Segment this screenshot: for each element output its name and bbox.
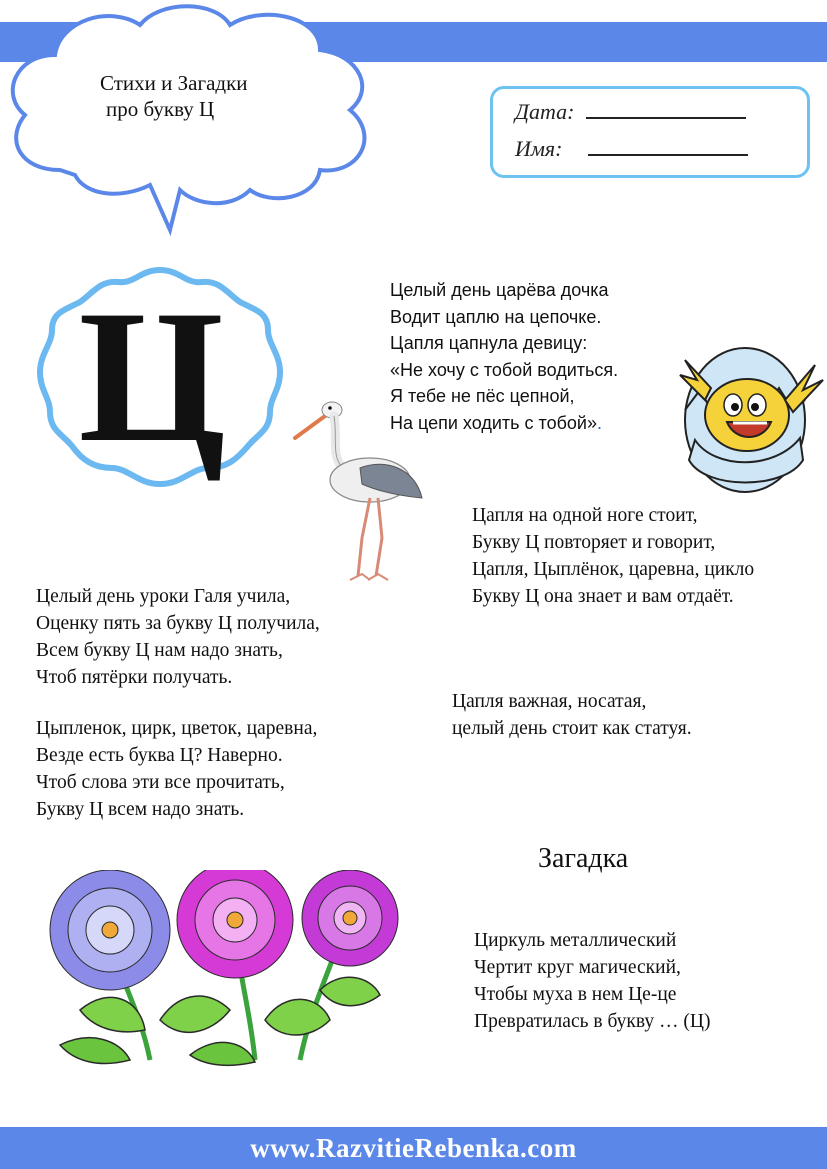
- date-label: Дата:: [515, 99, 575, 124]
- date-name-box: [490, 86, 810, 178]
- poem-line: Цапля цапнула девицу:: [390, 333, 588, 353]
- cloud-title: [100, 70, 360, 122]
- riddle-title: Загадка: [538, 843, 629, 874]
- footer-url[interactable]: www.RazvitieRebenka.com: [250, 1132, 577, 1163]
- letter-badge: [30, 262, 290, 492]
- poem-line: Букву Ц она знает и вам отдаёт.: [472, 586, 734, 607]
- date-line[interactable]: [586, 117, 746, 119]
- poem-line: Цапля на одной ноге стоит,: [472, 505, 698, 526]
- riddle-line: Превратилась в букву … (Ц): [474, 1011, 711, 1032]
- poem-line: Водит цаплю на цепочке.: [390, 306, 602, 327]
- name-line[interactable]: [588, 154, 748, 156]
- riddle-line: Циркуль металлический: [474, 930, 677, 951]
- riddle-line: Чертит круг магический,: [474, 957, 681, 978]
- poem-statue: [452, 688, 692, 742]
- date-field[interactable]: [515, 99, 746, 125]
- poem-end-dot: .: [596, 412, 602, 433]
- name-label: Имя:: [515, 136, 563, 161]
- big-letter: Ц: [78, 272, 226, 482]
- poem-line: Целый день уроки Галя учила,: [36, 586, 291, 607]
- poem-line: Цапля важная, носатая,: [452, 691, 647, 712]
- riddle-line: Чтобы муха в нем Це-це: [474, 984, 677, 1005]
- stork-illustration: [290, 388, 430, 588]
- name-field[interactable]: [515, 136, 748, 162]
- poem-line: Чтоб пятёрки получать.: [36, 667, 233, 688]
- riddle-text: [474, 927, 710, 1035]
- poem-line: Цыпленок, цирк, цветок, царевна,: [36, 718, 318, 739]
- chick-in-egg-illustration: [675, 320, 825, 495]
- poem-line: Букву Ц всем надо знать.: [36, 799, 245, 820]
- poem-line: целый день стоит как статуя.: [452, 718, 692, 739]
- poem-line: Цапля, Цыплёнок, царевна, цикло: [472, 559, 755, 580]
- poem-line: «Не хочу с тобой водиться.: [390, 359, 619, 380]
- poem-line-text: На цепи ходить с тобой»: [390, 412, 597, 433]
- poem-line: Чтоб слова эти все прочитать,: [36, 772, 285, 793]
- poem-line: Букву Ц повторяет и говорит,: [472, 532, 716, 553]
- poem-galya: [36, 583, 320, 691]
- title-line-1: Стихи и Загадки: [100, 71, 248, 95]
- poem-line: Всем букву Ц нам надо знать,: [36, 640, 283, 661]
- poem-words: [36, 715, 317, 823]
- bottom-band: [0, 1127, 827, 1169]
- poem-heron-leg: [472, 502, 754, 610]
- poem-line: Целый день царёва дочка: [390, 280, 609, 300]
- poem-line: Везде есть буква Ц? Наверно.: [36, 745, 283, 766]
- title-line-2: про букву Ц: [106, 97, 215, 121]
- flowers-illustration: [40, 870, 420, 1070]
- poem-line: Оценку пять за букву Ц получила,: [36, 613, 320, 634]
- poem-line: Я тебе не пёс цепной,: [390, 386, 575, 406]
